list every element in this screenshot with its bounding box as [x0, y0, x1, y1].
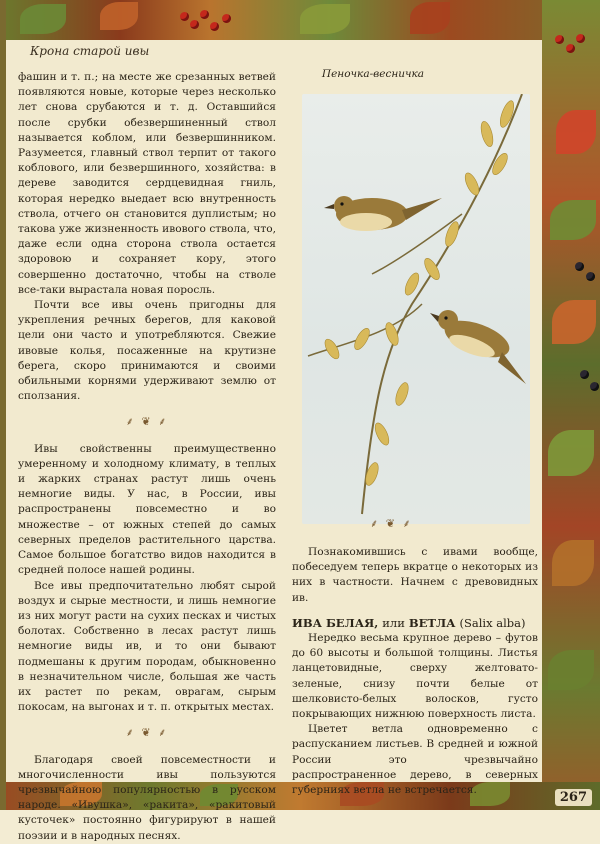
- leaf-icon: [410, 2, 450, 34]
- illustration-plate: [302, 94, 530, 524]
- leaf-icon: [552, 540, 594, 586]
- leaf-icon: [550, 200, 596, 240]
- leaf-icon: [548, 650, 594, 690]
- rowan-berry-icon: [180, 12, 189, 21]
- heading-or: или: [382, 615, 405, 630]
- page-number: 267: [555, 789, 592, 806]
- leaf-icon: [552, 300, 596, 344]
- rowan-berry-icon: [210, 22, 219, 31]
- blackberry-icon: [586, 272, 595, 281]
- paragraph: Все ивы предпочитательно любят сырой воздух и сырые местности, и лишь немногие из них могут расти на сухих песках и чистых болотах. Собственно в лесах растут лишь немногие виды ив, и то они бывают подмешаны к другим породам, обыкновенно в незначительном числе, большая же часть их растет по рекам, оврагам, сырым покосам, на выгонах и т. п. открытых местах.: [18, 579, 276, 714]
- rowan-berry-icon: [555, 35, 564, 44]
- paragraph: Познакомившись с ивами вообще, побеседуем теперь вкратце о некоторых из них в частности. Начнем с древовидных ив.: [292, 546, 538, 604]
- heading-alt: ВЕТЛА: [408, 615, 456, 630]
- section-heading: [292, 616, 538, 631]
- leaf-icon: [548, 430, 594, 476]
- illustration: [288, 58, 540, 528]
- paragraph: Нередко весьма крупное дерево – футов до 60 высоты и большой толщины. Листья ланцетовидные, сверху желтовато-зеленые, снизу почти белые от шелковисто-белых волосков, густо покрывающих нижнюю поверхность листа.: [292, 632, 538, 721]
- ornament-divider: ⸙ ❦ ⸙: [370, 517, 413, 530]
- blackberry-icon: [580, 370, 589, 379]
- paragraph: Почти все ивы очень пригодны для укрепления речных берегов, для каковой цели они часто и употребляются. Свежие ивовые колья, посаженные на крутизне берега, скоро принимаются и своими обильными корнями удерживают землю от сползания.: [18, 299, 276, 403]
- rowan-berry-icon: [576, 34, 585, 43]
- rowan-berry-icon: [222, 14, 231, 23]
- ornament-divider: ⸙ ❦ ⸙: [125, 415, 169, 429]
- illustration-caption: Пеночка-весничка: [321, 68, 425, 80]
- paragraph: Благодаря своей повсеместности и многочисленности ивы пользуются чрезвычайною популярностью в русском народе. «Ивушка», «ракита», «ракитовый кусточек» постоянно фигурируют в нашей поэзии и в народных песнях.: [18, 753, 276, 842]
- leaf-icon: [20, 4, 66, 34]
- leaf-icon: [300, 4, 350, 34]
- willow-warbler-illustration: [302, 94, 530, 524]
- paragraph: Цветет ветла одновременно с распусканием листьев. В средней и южной России это чрезвычайно распространенное дерево, в северных губерниях ветла не встречается.: [292, 723, 538, 797]
- running-head: Крона старой ивы: [30, 44, 150, 58]
- rowan-berry-icon: [566, 44, 575, 53]
- rowan-berry-icon: [200, 10, 209, 19]
- leaf-icon: [556, 110, 596, 154]
- rowan-berry-icon: [190, 20, 199, 29]
- paragraph: фашин и т. п.; на месте же срезанных ветвей появляются новые, которые через несколько лет снова срубаются и т. д. Оставшийся после срубки обезвершиненный ствол называется коблом, или безвершинником. Разумеется, главный ствол терпит от такого коблового, или безвершинного, хозяйства: в дереве заводится сердцевидная гниль, которая нередко выедает всю внутренность ствола, отчего он становится дуплистым; но такова уже жизненность ивового ствола, что, даже если одна сторона ствола остается здоровою и сохраняет кору, этого совершенно достаточно, чтобы на стволе все-таки вырастала новая поросль.: [18, 71, 276, 296]
- blackberry-icon: [575, 262, 584, 271]
- right-column: [292, 545, 538, 798]
- heading-latin: (Salix alba): [459, 615, 526, 630]
- decorative-border-left: [0, 0, 6, 810]
- bird-icon: [324, 196, 442, 231]
- ornament-divider: ⸙ ❦ ⸙: [125, 726, 169, 740]
- blackberry-icon: [590, 382, 599, 391]
- left-column: [18, 70, 276, 844]
- bird-icon: [430, 310, 526, 384]
- heading-main: ИВА БЕЛАЯ,: [292, 615, 379, 630]
- leaf-icon: [100, 2, 138, 30]
- paragraph: Ивы свойственны преимущественно умеренному и холодному климату, в теплых и жарких странах растут лишь очень немногие виды. У нас, в России, ивы распространены повсеместно и во множестве – от южных степей до самых северных пределов растительного царства. Самое большое богатство видов находится в средней полосе нашей родины.: [18, 442, 276, 577]
